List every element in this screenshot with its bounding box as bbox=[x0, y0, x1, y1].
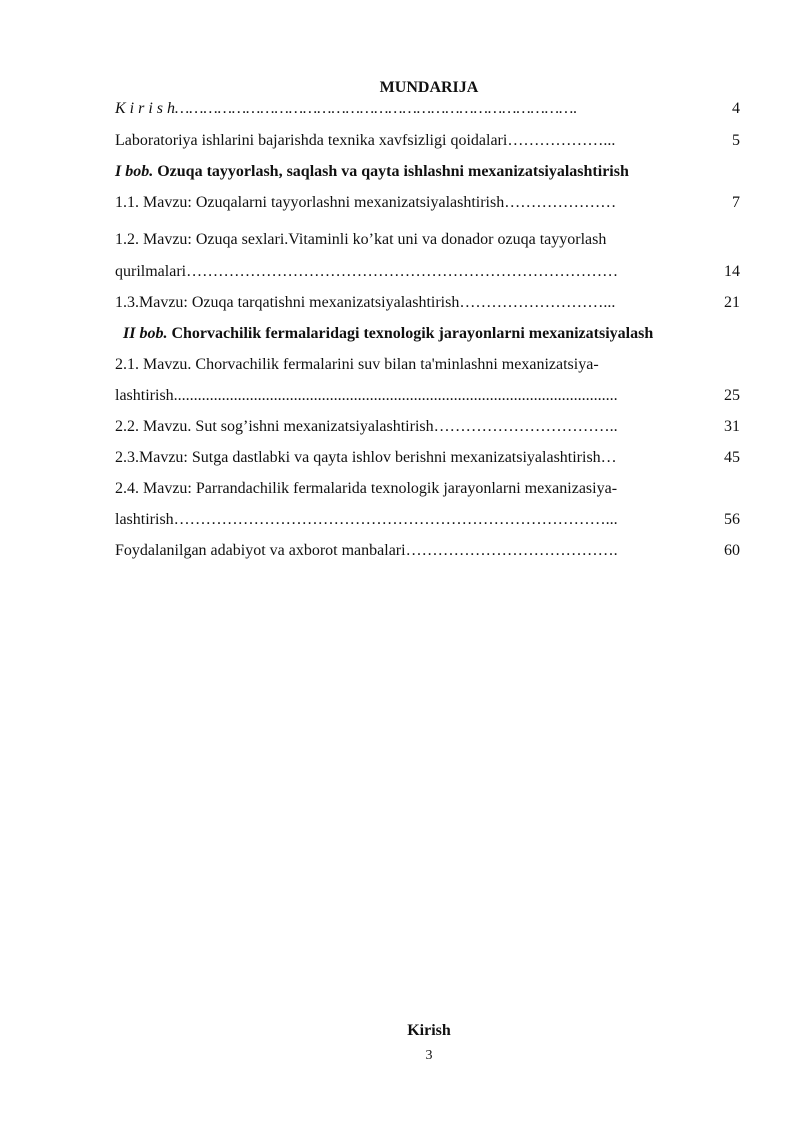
toc-entry-safety-rules[interactable] bbox=[115, 131, 740, 151]
toc-entry-1-2-line2[interactable] bbox=[115, 262, 740, 282]
toc-chapter-1[interactable] bbox=[115, 162, 740, 182]
toc-entry-text: qurilmalari……………………………………………………………………… bbox=[115, 263, 619, 280]
toc-chapter-label: II bob. bbox=[123, 325, 168, 342]
toc-entry-2-4-line1[interactable] bbox=[115, 479, 740, 499]
toc-chapter-heading bbox=[115, 162, 629, 182]
toc-entry-text: 1.1. Mavzu: Ozuqalarni tayyorlashni mexanizatsiyalashtirish………………… bbox=[115, 194, 617, 211]
toc-entry-text: 2.3.Mavzu: Sutga dastlabki va qayta ishlov berishni mexanizatsiyalashtirish… bbox=[115, 449, 617, 466]
toc-entry-page: 14 bbox=[724, 263, 740, 280]
toc-entry-text: 2.4. Mavzu: Parrandachilik fermalarida texnologik jarayonlarni mexanizasiya- bbox=[115, 480, 618, 497]
toc-entry-references[interactable] bbox=[115, 541, 740, 561]
toc-entry-kirish[interactable] bbox=[115, 99, 740, 119]
toc-entry-text: 2.2. Mavzu. Sut sog’ishni mexanizatsiyalashtirish…………………………….. bbox=[115, 418, 618, 435]
toc-entry-page: 4 bbox=[732, 100, 740, 117]
toc-chapter-heading bbox=[123, 324, 653, 344]
toc-entry-2-4-line2[interactable] bbox=[115, 510, 740, 530]
toc-entry-text: lashtirish………………………………………………………………………... bbox=[115, 511, 618, 528]
toc-entry-text: 1.3.Mavzu: Ozuqa tarqatishni mexanizatsiyalashtirish………………………... bbox=[115, 294, 616, 311]
page-number: 3 bbox=[425, 1048, 433, 1063]
toc-entry-text: Laboratoriya ishlarini bajarishda texnika xavfsizligi qoidalari………………... bbox=[115, 132, 616, 149]
toc-entry-page: 56 bbox=[724, 511, 740, 528]
next-section-heading: Kirish bbox=[407, 1022, 451, 1039]
toc-entry-2-1-line2[interactable] bbox=[115, 386, 740, 406]
toc-entry-page: 45 bbox=[724, 449, 740, 466]
toc-entry-page: 60 bbox=[724, 542, 740, 559]
toc-chapter-2[interactable] bbox=[123, 324, 748, 344]
toc-entry-2-3[interactable] bbox=[115, 448, 740, 468]
toc-entry-text: lashtirish............................................................................................................... bbox=[115, 387, 618, 404]
toc-entry-1-3[interactable] bbox=[115, 293, 740, 313]
toc-entry-2-1-line1[interactable] bbox=[115, 355, 740, 375]
toc-entry-text: K i r i s h…………………………………………………………………………. bbox=[115, 100, 578, 117]
toc-entry-page: 7 bbox=[732, 194, 740, 211]
toc-entry-text: 2.1. Mavzu. Chorvachilik fermalarini suv bilan ta'minlashni mexanizatsiya- bbox=[115, 356, 599, 373]
toc-entry-text: Foydalanilgan adabiyot va axborot manbalari…………………………………. bbox=[115, 542, 618, 559]
toc-entry-2-2[interactable] bbox=[115, 417, 740, 437]
toc-entry-1-2-line1[interactable] bbox=[115, 230, 740, 250]
toc-title: MUNDARIJA bbox=[379, 79, 479, 96]
toc-entry-page: 31 bbox=[724, 418, 740, 435]
toc-entry-1-1[interactable] bbox=[115, 193, 740, 213]
toc-chapter-label: I bob. bbox=[115, 163, 154, 180]
toc-entry-page: 5 bbox=[732, 132, 740, 149]
toc-chapter-text: Ozuqa tayyorlash, saqlash va qayta ishlashni mexanizatsiyalashtirish bbox=[153, 163, 629, 180]
toc-entry-text: 1.2. Mavzu: Ozuqa sexlari.Vitaminli ko’kat uni va donador ozuqa tayyorlash bbox=[115, 231, 607, 248]
toc-entry-page: 25 bbox=[724, 387, 740, 404]
toc-chapter-text: Chorvachilik fermalaridagi texnologik jarayonlarni mexanizatsiyalash bbox=[167, 325, 654, 342]
toc-entry-page: 21 bbox=[724, 294, 740, 311]
